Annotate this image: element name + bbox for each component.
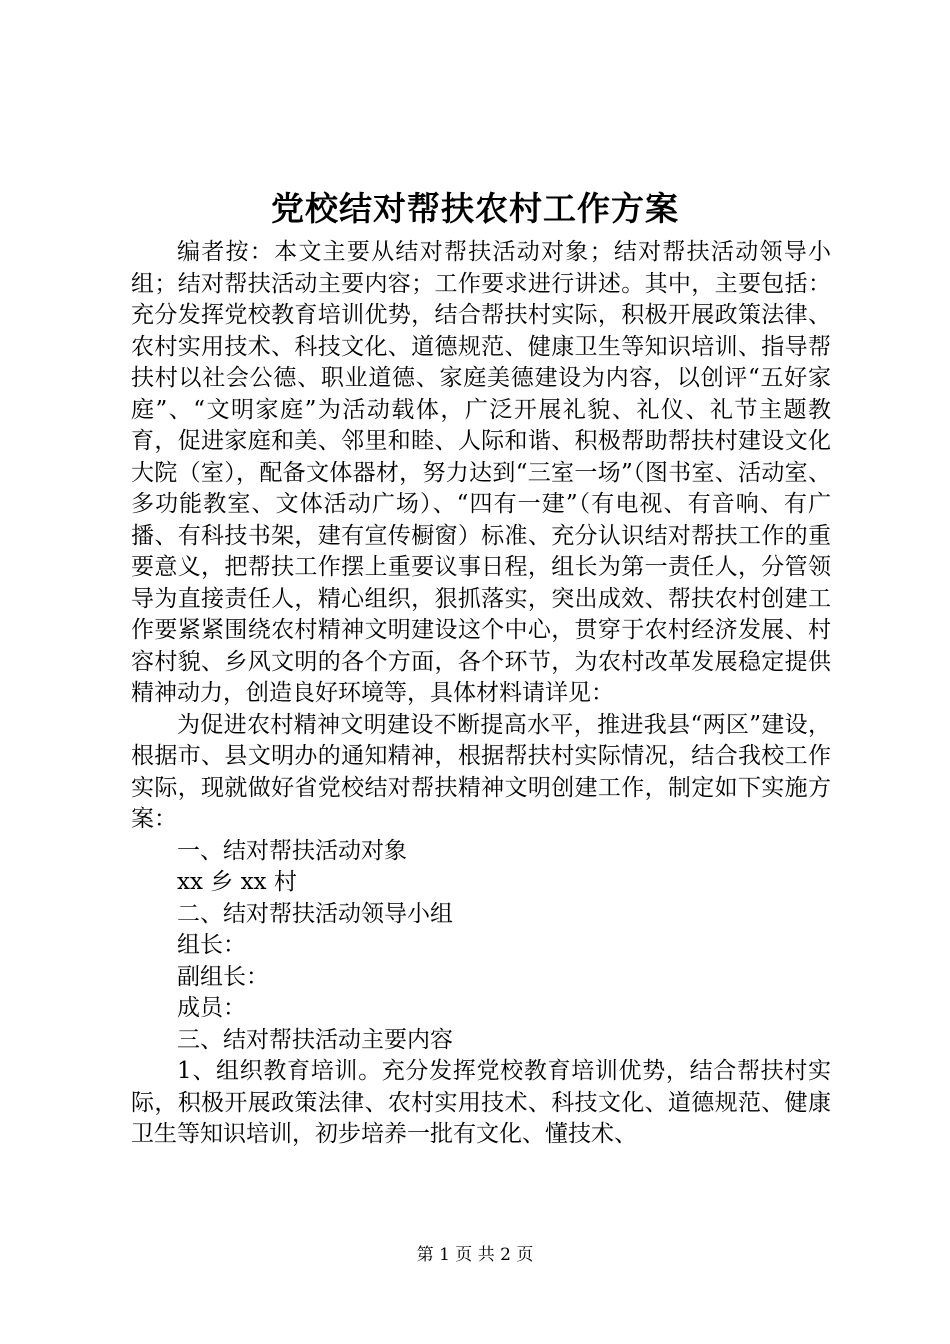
section-1-heading: 一、结对帮扶活动对象 [177,837,407,864]
item-1-paragraph: 1、组织教育培训。充分发挥党校教育培训优势，结合帮扶村实际，积极开展政策法律、农村实用技术、科技文化、道德规范、健康卫生等知识培训，初步培养一批有文化、懂技术、 [131,1058,831,1147]
deputy-leader-label: 副组长： [177,963,269,990]
section-2-heading: 二、结对帮扶活动领导小组 [177,900,453,927]
page-footer: 第 1 页 共 2 页 [416,1245,534,1265]
document-body [131,237,831,1151]
document-title: 党校结对帮扶农村工作方案 [271,189,679,228]
editor-note-paragraph: 编者按：本文主要从结对帮扶活动对象；结对帮扶活动领导小组；结对帮扶活动主要内容；工作要求进行讲述。其中，主要包括：充分发挥党校教育培训优势，结合帮扶村实际，积极开展政策法律、农村实用技术、科技文化、道德规范、健康卫生等知识培训、指导帮扶村以社会公德、职业道德、家庭美德建设为内容，以创评“五好家庭”、“文明家庭”为活动载体，广泛开展礼貌、礼仪、礼节主题教育，促进家庭和美、邻里和睦、人际和谐、积极帮助帮扶村建设文化大院（室），配备文体器材，努力达到“三室一场”（图书室、活动室、多功能教室、文体活动广场）、“四有一建”（有电视、有音响、有广播、有科技书架，建有宣传橱窗）标准、充分认识结对帮扶工作的重要意义，把帮扶工作摆上重要议事日程，组长为第一责任人，分管领导为直接责任人，精心组织，狠抓落实，突出成效、帮扶农村创建工作要紧紧围绕农村精神文明建设这个中心，贯穿于农村经济发展、村容村貌、乡风文明的各个方面，各个环节，为农村改革发展稳定提供精神动力，创造良好环境等，具体材料请详见： [131,239,831,706]
members-label: 成员： [177,995,246,1021]
intro-paragraph: 为促进农村精神文明建设不断提高水平，推进我县“两区”建设，根据市、县文明办的通知精神，根据帮扶村实际情况，结合我校工作实际，现就做好省党校结对帮扶精神文明创建工作，制定如下实施方案： [131,711,831,832]
leader-label: 组长： [177,932,246,958]
section-1-content: xx 乡 xx 村 [177,869,297,895]
section-3-heading: 三、结对帮扶活动主要内容 [177,1026,453,1053]
